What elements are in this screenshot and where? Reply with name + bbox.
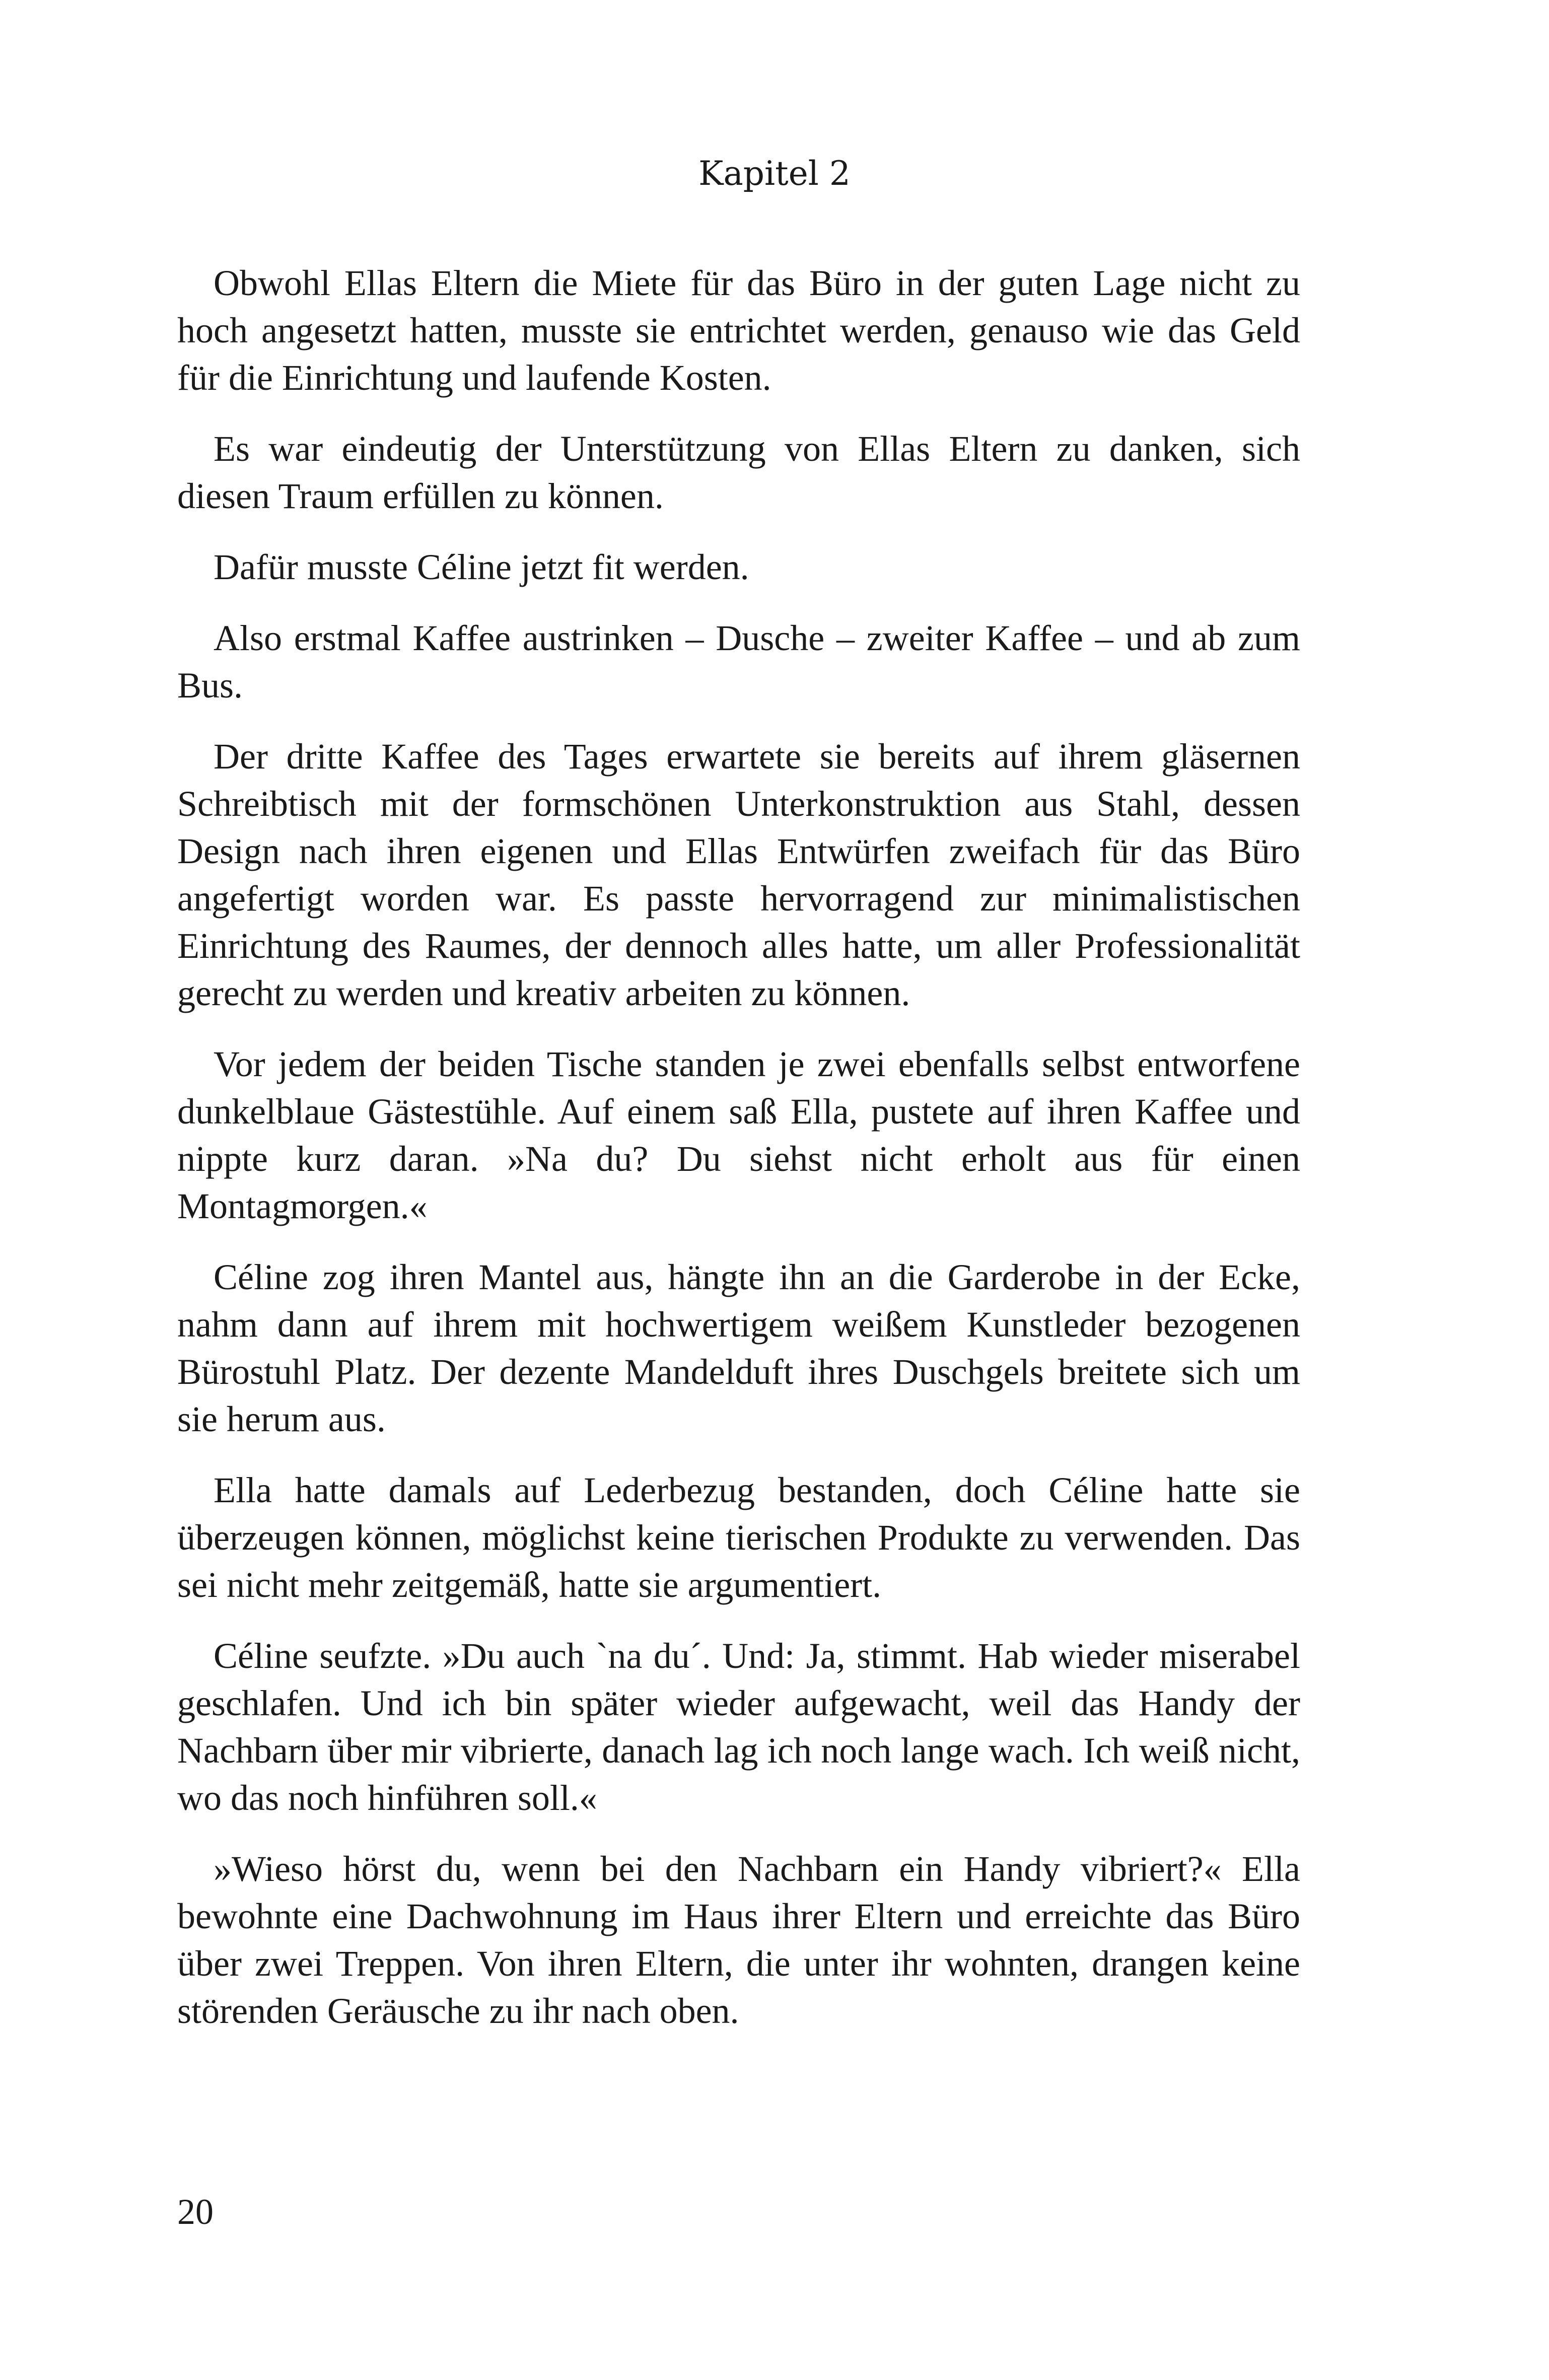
paragraph: Vor jedem der beiden Tische standen je zwei ebenfalls selbst entworfene dunkelblaue Gästestühle. Auf einem saß Ella, pustete auf ihren Kaffee und nippte kurz daran. »Na du? Du siehst nicht erholt aus für einen Montagmorgen.«	[177, 1044, 1300, 1226]
page-number: 20	[177, 2192, 214, 2232]
paragraph: Céline zog ihren Mantel aus, hängte ihn an die Garderobe in der Ecke, nahm dann auf ihrem mit hochwertigem weißem Kunstleder bezogenen Bürostuhl Platz. Der dezente Mandelduft ihres Duschgels breitete sich um sie herum aus.	[177, 1257, 1300, 1439]
paragraph: Der dritte Kaffee des Tages erwartete sie bereits auf ihrem gläsernen Schreibtisch mit der formschönen Unterkonstruktion aus Stahl, dessen Design nach ihren eigenen und Ellas Entwürfen zweifach für das Büro angefertigt worden war. Es passte hervorragend zur minimalistischen Einrichtung des Raumes, der dennoch alles hatte, um aller Professionalität gerecht zu werden und kreativ arbeiten zu können.	[177, 736, 1300, 1013]
paragraph: Es war eindeutig der Unterstützung von Ellas Eltern zu danken, sich diesen Traum erfüllen zu können.	[177, 429, 1300, 516]
paragraph: Also erstmal Kaffee austrinken – Dusche – zweiter Kaffee – und ab zum Bus.	[177, 618, 1300, 706]
body-text	[177, 259, 1300, 2058]
paragraph: »Wieso hörst du, wenn bei den Nachbarn ein Handy vibriert?« Ella bewohnte eine Dachwohnung im Haus ihrer Eltern und erreichte das Büro über zwei Treppen. Von ihren Eltern, die unter ihr wohnten, drangen keine störenden Geräusche zu ihr nach oben.	[177, 1849, 1300, 2031]
paragraph: Ella hatte damals auf Lederbezug bestanden, doch Céline hatte sie überzeugen können, möglichst keine tierischen Produkte zu verwenden. Das sei nicht mehr zeitgemäß, hatte sie argumentiert.	[177, 1470, 1300, 1605]
paragraph: Céline seufzte. »Du auch `na du´. Und: Ja, stimmt. Hab wieder miserabel geschlafen. Und ich bin später wieder aufgewacht, weil das Handy der Nachbarn über mir vibrierte, danach lag ich noch lange wach. Ich weiß nicht, wo das noch hinführen soll.«	[177, 1636, 1300, 1818]
paragraph: Obwohl Ellas Eltern die Miete für das Büro in der guten Lage nicht zu hoch angesetzt hatten, musste sie entrichtet werden, genauso wie das Geld für die Einrichtung und laufende Kosten.	[177, 263, 1300, 398]
paragraph: Dafür musste Céline jetzt fit werden.	[214, 547, 749, 587]
chapter-title: Kapitel 2	[698, 154, 851, 193]
